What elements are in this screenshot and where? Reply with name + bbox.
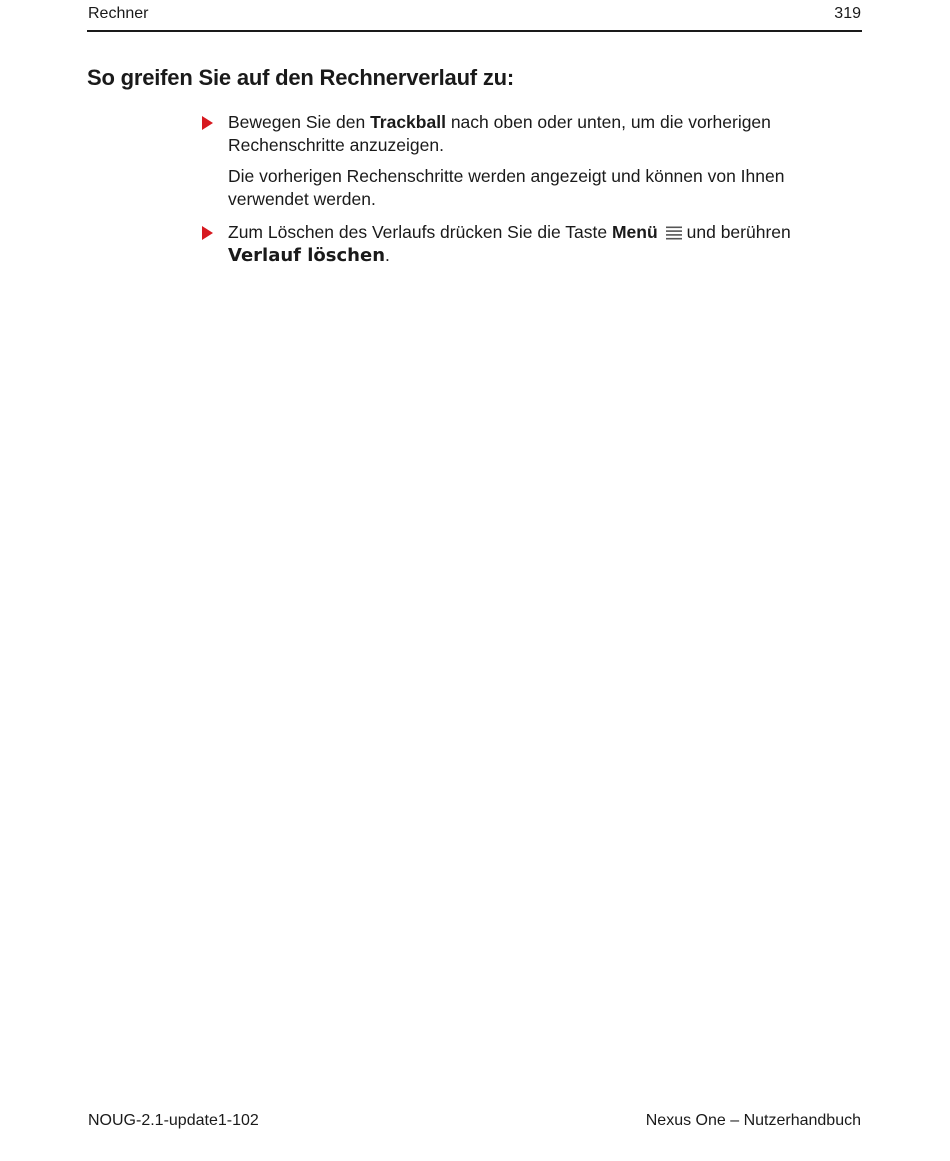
step-2-text-before: Zum Löschen des Verlaufs drücken Sie die Taste (228, 222, 612, 242)
step-2-bold-action: Verlauf löschen (228, 245, 386, 266)
step-1-text-after: nach oben oder unten, um die vorherigen Rechenschritte anzuzeigen. (228, 112, 771, 155)
step-1-note: Die vorherigen Rechenschritte werden angezeigt und können von Ihnen verwendet werden. (228, 166, 785, 209)
page-number: 319 (834, 5, 861, 22)
header-section-title: Rechner (88, 5, 149, 22)
step-1-bold-term: Trackball (370, 112, 446, 132)
step-2 (228, 221, 868, 267)
section-heading: So greifen Sie auf den Rechnerverlauf zu: (87, 65, 515, 90)
document-id: NOUG-2.1-update1-102 (88, 1112, 259, 1129)
step-1-text-before: Bewegen Sie den (228, 112, 371, 132)
step-2-text-after: . (385, 245, 390, 265)
bullet-triangle-icon (202, 226, 213, 240)
menu-icon (665, 226, 683, 240)
running-header (87, 4, 862, 32)
instruction-list (228, 111, 868, 267)
bullet-triangle-icon (202, 116, 213, 130)
step-2-text-middle: und berühren (686, 222, 791, 242)
step-2-bold-term: Menü (611, 222, 658, 242)
document-title: Nexus One – Nutzerhandbuch (645, 1112, 861, 1129)
step-1 (228, 111, 868, 157)
running-footer (87, 1112, 862, 1136)
